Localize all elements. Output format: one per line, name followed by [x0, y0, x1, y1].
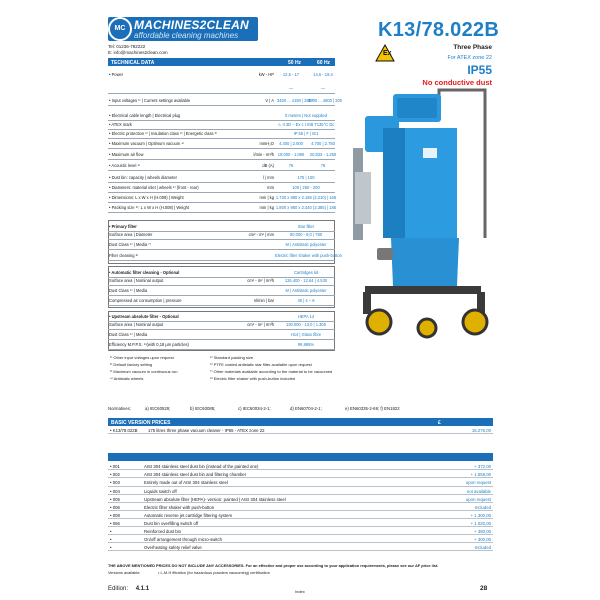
row-value: ⚠ II 3D – Ex c t IIIB T135°C Dc: [277, 122, 335, 127]
row-value: 100 | 250 - 200: [292, 185, 320, 190]
option-row: [108, 504, 493, 511]
section-title-text: • Primary filter: [109, 224, 137, 229]
option-code: • 001: [110, 464, 120, 470]
option-code: • 004: [110, 488, 120, 494]
row-unit: mmH₂O: [259, 141, 274, 146]
option-row: [108, 520, 493, 527]
row-divider: [108, 182, 335, 183]
row-value-50hz: 3450 ... 4150 | 280 ¹⁾: [277, 98, 315, 103]
option-price: + 300,00: [474, 537, 491, 543]
brand-name: MACHINES2CLEAN: [134, 18, 249, 32]
row-value: 0 meters | Not supplied: [284, 113, 328, 118]
row-unit: cm² - m² | m³/h: [247, 278, 274, 283]
option-desc: Dust bin overfilling switch off: [144, 520, 199, 526]
ip-rating: IP55: [467, 63, 492, 77]
row-divider: [108, 349, 335, 350]
col-50hz: 50 Hz: [288, 59, 302, 66]
row-value: 1.800 x 950 x 2.340 (2.385) | 185: [275, 205, 337, 210]
row-label: Efficiency M.P.P.S. ⁵⁾(with 0,18 µm particles): [109, 342, 189, 347]
versions-available: • L-M-H filtration (for hazardous powders vacuuming) certification: [158, 570, 270, 575]
option-desc: Automatic reverse jet cartridge filtering system: [144, 512, 233, 518]
option-code: • 008: [110, 512, 120, 518]
page-number: 28: [480, 585, 488, 592]
row-label: • Diameters: material inlet | wheels ⁵⁾ (front - rear): [109, 185, 199, 190]
normatives-label: Normatives:: [108, 406, 131, 411]
row-label: • Electric protection ²⁾ | Insulation class ²⁾ | Energetic class ³⁾: [109, 131, 218, 136]
option-price: + 1.559,00: [470, 472, 491, 478]
footnote: ⁵⁾ Standard packing size: [210, 355, 254, 360]
option-price: upon request: [465, 480, 491, 486]
technical-data-title: TECHNICAL DATA: [111, 59, 155, 66]
normative-item: d) EN60704-2-1;: [290, 406, 322, 411]
option-price: + 372,00: [474, 464, 491, 470]
technical-data-header: [108, 58, 335, 66]
atex-ex-label: Ex: [383, 50, 392, 57]
row-divider: [108, 138, 335, 139]
row-label: • Dimensions: L x W x H (H.008) | Weight: [109, 195, 184, 200]
row-value-50hz: 12,5 - 17: [282, 72, 300, 77]
edition: [108, 586, 149, 592]
row-value: 99,995%: [297, 342, 315, 347]
option-desc: Liquids switch off: [144, 488, 177, 494]
option-desc: AISI 304 stainless steel dust bin (instead of the painted one): [144, 464, 259, 470]
row-unit: cm² - m² | m³/h: [247, 322, 274, 327]
option-code: • 066: [110, 520, 120, 526]
option-code: • 003: [110, 480, 120, 486]
option-code: •: [110, 545, 112, 551]
row-label: • Power: [109, 72, 124, 77]
row-label: Dust Class ⁵⁾ | Media: [109, 288, 148, 293]
contact-email: E: info@machines2clean.com: [108, 50, 168, 55]
row-unit: cm² - m² | mm: [248, 232, 274, 237]
row-value: 130.000 - 13,0 | 1.300: [286, 322, 326, 327]
edition-number: 4.1.1: [135, 586, 150, 592]
row-label: • ATEX mark: [109, 122, 132, 127]
row-value: H14 | Glass fibre: [290, 332, 322, 337]
normative-item: c) IEC60034-2-1;: [238, 406, 271, 411]
row-value-60hz: 3800 ... 4800 | 200: [308, 98, 343, 103]
option-code: •: [110, 537, 112, 543]
row-divider: [108, 93, 335, 94]
atex-zone-label: For ATEX zone 22: [447, 55, 492, 61]
option-code: • 006: [110, 504, 120, 510]
row-divider: [108, 305, 335, 306]
row-unit: dB (A): [262, 163, 274, 168]
basic-price-row: [108, 427, 493, 434]
row-divider: [108, 148, 335, 149]
basic-prices-header: [108, 418, 493, 426]
row-divider: [108, 105, 335, 106]
row-value-60hz: 78: [320, 163, 326, 168]
row-value-60hz: —: [320, 86, 326, 91]
option-price: Included: [474, 504, 491, 510]
option-row: [108, 544, 493, 551]
option-row: [108, 471, 493, 478]
row-divider: [108, 249, 335, 250]
option-row: [108, 512, 493, 519]
row-value: Star filter: [297, 224, 315, 229]
row-divider: [108, 295, 335, 296]
option-desc: Upstream absolute filter (HEPA)- version: painted | AISI 304 stainless steel: [144, 496, 286, 502]
option-row: [108, 495, 493, 502]
row-value: 45 | 4 ÷ 6: [297, 298, 315, 303]
option-code: • 005: [110, 496, 120, 502]
row-value-60hz: 14,5 - 19,4: [313, 72, 333, 77]
row-value-60hz: 4.700 | 2.750: [311, 141, 335, 146]
footnote: ³⁾ Maximum vacuum in continuous run: [110, 369, 178, 374]
row-unit: mm: [267, 185, 274, 190]
option-price: Included: [474, 545, 491, 551]
row-value-50hz: —: [288, 86, 294, 91]
row-label: Surface area | Nominal output: [109, 278, 164, 283]
versions-label: Versions available:: [108, 570, 141, 575]
footnote: ⁷⁾ Other materials available according to the material to be vacuumed: [210, 369, 333, 374]
option-price: + 1.300,00: [470, 512, 491, 518]
footnote: ²⁾ Default factory setting: [110, 362, 153, 367]
row-value: IP 55 | F | IE1: [293, 131, 319, 136]
option-desc: Entirely made out of AISI 304 stainless steel: [144, 480, 228, 486]
row-divider: [108, 285, 335, 286]
options-header: [108, 453, 493, 461]
row-label: • Maximum air flow: [109, 152, 144, 157]
row-label: • Electrical cable length | Electrical plug: [109, 113, 181, 118]
basic-price: 15.276,00: [471, 428, 491, 434]
row-label: • Input voltages ¹⁾ | Current settings available: [109, 98, 191, 103]
option-price: upon request: [465, 496, 491, 502]
contact-tel: Tel: 01236-782222: [108, 44, 146, 49]
row-divider: [108, 239, 335, 240]
row-unit: V | A: [265, 98, 274, 103]
currency-symbol: £: [438, 419, 441, 426]
option-row: [108, 528, 493, 535]
option-desc: AISI 304 stainless steel dust bin and filtering chamber: [144, 472, 247, 478]
row-divider: [108, 192, 335, 193]
row-unit: kW - HP: [258, 72, 274, 77]
option-desc: Overheating safety relief valve: [144, 545, 202, 551]
row-unit: mm | kg: [259, 195, 274, 200]
row-divider: [108, 202, 335, 203]
option-price: + 380,00: [474, 529, 491, 535]
option-price: + 1.020,00: [470, 520, 491, 526]
product-code: K13/78.022B: [378, 19, 500, 41]
normative-item: e) EN60335-2-69; f) EN1822: [345, 406, 400, 411]
option-code: • 002: [110, 472, 120, 478]
row-value-60hz: 20.833 - 1.250: [309, 152, 337, 157]
row-label: Surface area | Nominal output: [109, 322, 164, 327]
row-label: Filter cleaning ⁸⁾: [109, 253, 139, 258]
basic-prices-title: BASIC VERSION PRICES: [111, 419, 171, 426]
row-label: • Dust bin: capacity | wheels diameter: [109, 175, 178, 180]
phase-label: Three Phase: [453, 44, 492, 51]
option-desc: On/off arrangement through micro-switch: [144, 537, 223, 543]
normative-item: b) IEC60085;: [190, 406, 216, 411]
option-code: •: [110, 529, 112, 535]
basic-desc: 175 litres three phase vacuum cleaner - IP55 - ATEX zone 22: [148, 428, 265, 434]
row-value: 90.000 - 9,0 | 780: [289, 232, 323, 237]
row-label: • Acoustic level ⁴⁾: [109, 163, 141, 168]
row-value: M | Antistatic polyester: [285, 242, 327, 247]
row-label: Dust Class ⁵⁾ | Media ⁷⁾: [109, 242, 151, 247]
row-unit: l/min - m³/h: [253, 152, 274, 157]
footnote: ⁴⁾ Antistatic wheels: [110, 376, 144, 381]
option-row: [108, 463, 493, 470]
row-label: • Packing size ⁶⁾: L x W x H (H.008) | Weight: [109, 205, 190, 210]
row-value: Electric filter shaker with push-button: [275, 253, 342, 258]
normative-item: a) IEC60529;: [145, 406, 171, 411]
row-value-50hz: 4.400 | 2.500: [279, 141, 303, 146]
row-value-50hz: 76: [288, 163, 294, 168]
row-value-50hz: 18.000 - 1.080: [277, 152, 305, 157]
option-desc: Electric filter shaker with push-button: [144, 504, 215, 510]
row-label: Surface area | Diameter: [109, 232, 153, 237]
row-value: HEPA 14: [297, 314, 315, 319]
row-label: Dust Class ⁵⁾ | Media: [109, 332, 148, 337]
basic-code: • K13/78.022B: [110, 428, 138, 434]
brand-tagline: affordable cleaning machines: [134, 31, 239, 40]
row-value: M | Antistatic polyester: [285, 288, 327, 293]
row-unit: mm | kg: [259, 205, 274, 210]
row-value: 1.720 x 880 x 2.165 (2.210) | 165: [275, 195, 337, 200]
index-label: Index: [295, 589, 305, 594]
col-60hz: 60 Hz: [317, 59, 331, 66]
row-divider: [108, 260, 335, 261]
row-value: 175 | 100: [297, 175, 315, 180]
edition-label: Edition:: [108, 586, 129, 592]
row-divider: [108, 120, 335, 121]
footnote: ¹⁾ Other input voltages upon request: [110, 355, 174, 360]
row-divider: [108, 212, 335, 213]
row-unit: l | mm: [262, 175, 274, 180]
section-title-text: • Upstream absolute filter - Optional: [109, 314, 179, 319]
section-title-text: • Automatic filter cleaning - Optional: [109, 270, 180, 275]
row-divider: [108, 159, 335, 160]
row-divider: [108, 329, 335, 330]
option-row: [108, 479, 493, 486]
option-price: not available: [466, 488, 491, 494]
vacuum-cleaner-illustration: [335, 88, 495, 343]
option-desc: Reinforced dust bin: [144, 529, 182, 535]
option-row: [108, 536, 493, 543]
option-row: [108, 487, 493, 494]
footer-note: THE ABOVE MENTIONED PRICES DO NOT INCLUDE ANY ACCESSORIES. For an effective and proper use according to your application requirements, please see our AF price list.: [108, 563, 439, 568]
row-label: Compressed air consumption | pressure: [109, 298, 182, 303]
row-divider: [108, 170, 335, 171]
row-unit: nl/min | bar: [253, 298, 274, 303]
logo-mark-icon: MC: [108, 17, 132, 41]
row-divider: [108, 339, 335, 340]
row-label: • Maximum vacuum | Optimum vacuum ⁴⁾: [109, 141, 185, 146]
footnote: ⁶⁾ PTFE coated antistatic star filter available upon request: [210, 362, 312, 367]
row-divider: [108, 129, 335, 130]
no-dust-warning: No conductive dust: [422, 78, 492, 87]
row-value: Cartridges kit: [293, 270, 319, 275]
footnote: ⁸⁾ Electric filter shaker with push-button included: [210, 376, 296, 381]
row-value: 126.400 - 12,64 | 4.530: [284, 278, 328, 283]
